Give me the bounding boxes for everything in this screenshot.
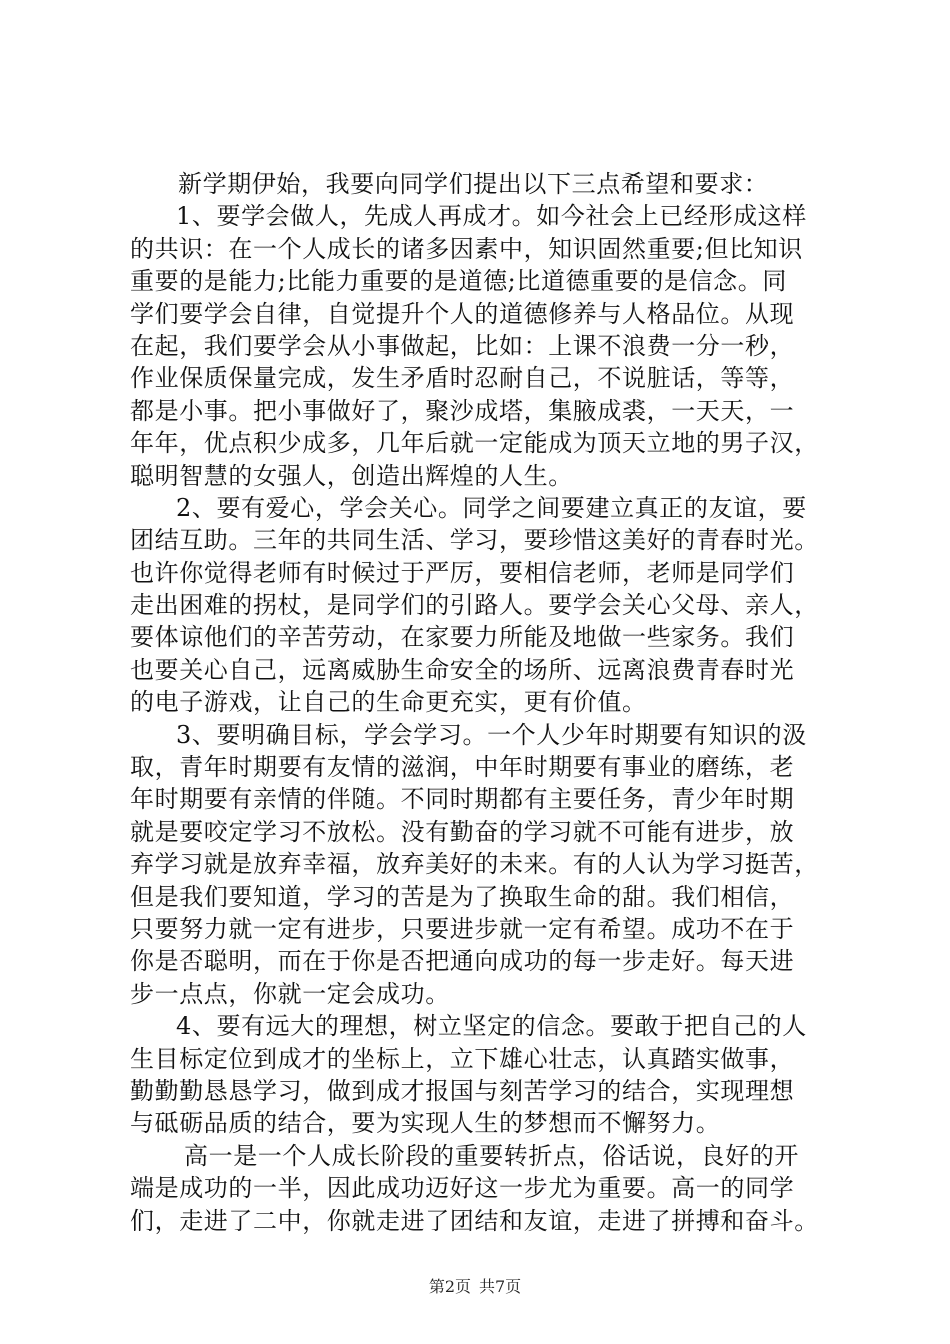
page-total: 共7页 (479, 1277, 522, 1296)
paragraph-line: 只要努力就一定有进步，只要进步就一定有希望。成功不在于 (130, 914, 795, 943)
paragraph-line: 都是小事。把小事做好了，聚沙成塔，集腋成裘，一天天，一 (130, 396, 795, 425)
paragraph-line: 新学期伊始，我要向同学们提出以下三点希望和要求： (178, 170, 769, 198)
paragraph-line: 高一是一个人成长阶段的重要转折点，俗话说，良好的开 (184, 1141, 799, 1170)
paragraph-line: 勤勤勤恳恳学习，做到成才报国与刻苦学习的结合，实现理想 (130, 1076, 795, 1105)
paragraph-line: 作业保质保量完成，发生矛盾时忍耐自己，不说脏话，等等， (130, 364, 795, 393)
paragraph-line: 但是我们要知道，学习的苦是为了换取生命的甜。我们相信， (130, 882, 795, 911)
paragraph-line: 也要关心自己，远离威胁生命安全的场所、远离浪费青春时光 (130, 655, 795, 684)
paragraph-line: 在起，我们要学会从小事做起，比如：上课不浪费一分一秒， (130, 331, 795, 360)
paragraph-line: 你是否聪明，而在于你是否把通向成功的每一步走好。每天进 (130, 947, 795, 976)
paragraph-line: 就是要咬定学习不放松。没有勤奋的学习就不可能有进步，放 (130, 817, 795, 846)
paragraph-line: 生目标定位到成才的坐标上，立下雄心壮志，认真踏实做事， (130, 1044, 795, 1073)
paragraph-line: 端是成功的一半，因此成功迈好这一步尤为重要。高一的同学 (130, 1174, 795, 1203)
paragraph-line: 取，青年时期要有友情的滋润，中年时期要有事业的磨练，老 (130, 753, 795, 782)
paragraph-line: 与砥砺品质的结合，要为实现人生的梦想而不懈努力。 (130, 1109, 721, 1138)
paragraph-line: 的共识：在一个人成长的诸多因素中，知识固然重要;但比知识 (130, 234, 803, 263)
paragraph-line: 团结互助。三年的共同生活、学习，要珍惜这美好的青春时光。 (130, 526, 819, 555)
paragraph-line: 3、要明确目标，学会学习。一个人少年时期要有知识的汲 (176, 720, 807, 749)
paragraph-line: 4、要有远大的理想，树立坚定的信念。要敢于把自己的人 (176, 1012, 807, 1041)
paragraph-line: 也许你觉得老师有时候过于严厉，要相信老师，老师是同学们 (130, 558, 795, 587)
page-number: 第2页 (428, 1277, 471, 1296)
paragraph-line: 弃学习就是放弃幸福，放弃美好的未来。有的人认为学习挺苦， (130, 850, 819, 879)
paragraph-line: 学们要学会自律，自觉提升个人的道德修养与人格品位。从现 (130, 299, 795, 328)
paragraph-line: 1、要学会做人，先成人再成才。如今社会上已经形成这样 (176, 202, 807, 231)
paragraph-line: 要体谅他们的辛苦劳动，在家要力所能及地做一些家务。我们 (130, 623, 795, 652)
paragraph-line: 2、要有爱心，学会关心。同学之间要建立真正的友谊，要 (176, 493, 807, 522)
document-body (130, 168, 830, 1237)
paragraph-line: 步一点点，你就一定会成功。 (130, 979, 450, 1008)
page-footer (0, 1276, 950, 1298)
paragraph-line: 们，走进了二中，你就走进了团结和友谊，走进了拼搏和奋斗。 (130, 1206, 819, 1235)
paragraph-line: 走出困难的拐杖，是同学们的引路人。要学会关心父母、亲人， (130, 591, 819, 620)
paragraph-line: 重要的是能力;比能力重要的是道德;比道德重要的是信念。同 (130, 267, 787, 296)
paragraph-line: 的电子游戏，让自己的生命更充实，更有价值。 (130, 688, 647, 717)
paragraph-line: 聪明智慧的女强人，创造出辉煌的人生。 (130, 461, 573, 490)
paragraph-line: 年时期要有亲情的伴随。不同时期都有主要任务，青少年时期 (130, 785, 795, 814)
paragraph-line: 年年，优点积少成多，几年后就一定能成为顶天立地的男子汉， (130, 429, 819, 458)
